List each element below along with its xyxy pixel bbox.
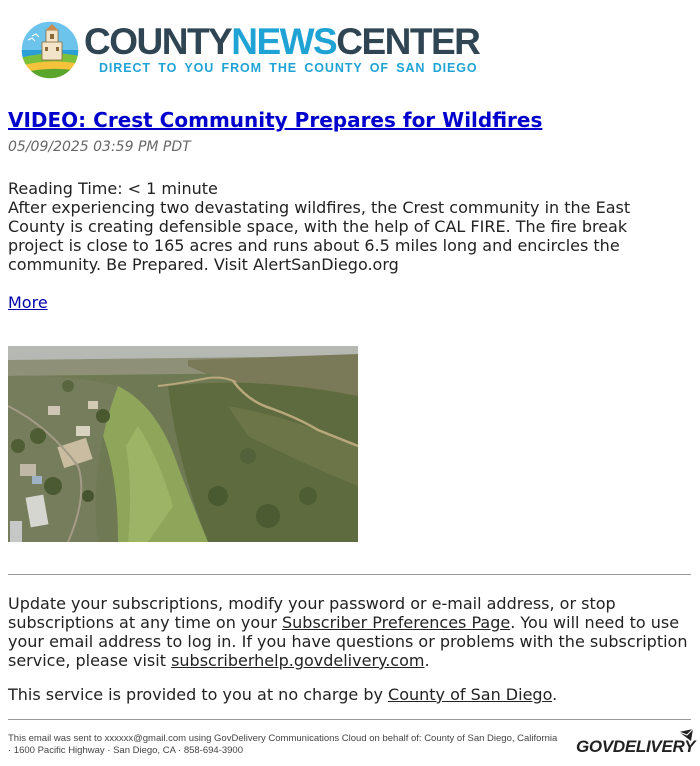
subscriber-preferences-link[interactable]: Subscriber Preferences Page xyxy=(282,613,511,632)
envelope-icon xyxy=(678,729,694,742)
reading-time: Reading Time: < 1 minute xyxy=(8,179,218,198)
govdelivery-logo[interactable]: GOVDELIVERY xyxy=(576,737,696,756)
brand-tagline: DIRECT TO YOU FROM THE COUNTY OF SAN DIEGO xyxy=(99,61,478,75)
divider xyxy=(8,719,691,720)
article-title-link[interactable]: VIDEO: Crest Community Prepares for Wildfires xyxy=(8,108,543,132)
fine-print: This email was sent to xxxxxx@gmail.com using GovDelivery Communications Cloud on behalf of: County of San Diego, California · 1600 Pacific Highway · San Diego, CA · 858-694-3900 xyxy=(8,733,558,756)
masthead[interactable] xyxy=(20,18,480,82)
brand-center: CENTER xyxy=(336,21,480,62)
subscription-text-2: . You will need to use your email address to log in. If you have questions or problems with the subscription service, please visit xyxy=(8,613,688,670)
service-text-2: . xyxy=(552,685,558,704)
service-notice xyxy=(8,685,557,704)
brand-title xyxy=(84,22,479,62)
more-link[interactable]: More xyxy=(8,293,48,312)
article-date: 05/09/2025 03:59 PM PDT xyxy=(8,139,191,155)
subscriber-help-link[interactable]: subscriberhelp.govdelivery.com xyxy=(171,651,425,670)
brand-news: NEWS xyxy=(231,21,337,62)
divider xyxy=(8,574,691,575)
subscription-text-1: Update your subscriptions, modify your password or e-mail address, or stop subscriptions at any time on your xyxy=(8,594,616,632)
article-aerial-photo[interactable] xyxy=(8,346,358,542)
article-summary: After experiencing two devastating wildfires, the Crest community in the East County is creating defensible space, with the help of CAL FIRE. The fire break project is close to 165 acres and runs about 6.5 miles long and encircles the community. Be Prepared. Visit AlertSanDiego.org xyxy=(8,198,631,274)
subscription-notice xyxy=(8,594,693,670)
service-text-1: This service is provided to you at no charge by xyxy=(8,685,389,704)
subscription-text-3: . xyxy=(424,651,430,670)
brand-county: COUNTY xyxy=(84,21,232,62)
county-link[interactable]: County of San Diego xyxy=(388,685,553,704)
county-seal-icon xyxy=(20,20,80,80)
